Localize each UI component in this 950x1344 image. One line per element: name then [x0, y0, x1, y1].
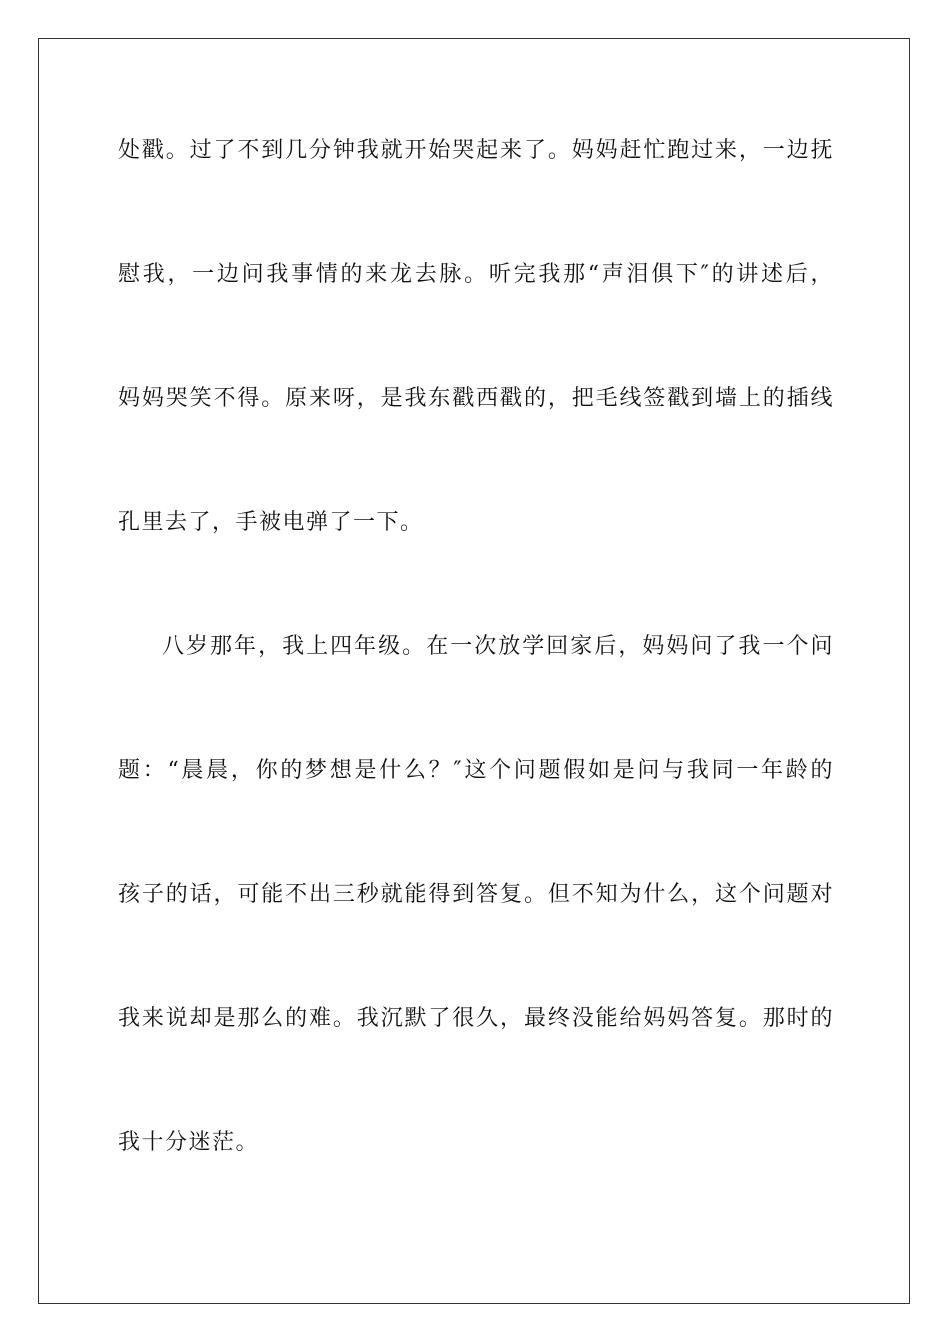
paragraph-line: 我十分迷茫。 [118, 1130, 260, 1155]
paragraph-line: 孩子的话，可能不出三秒就能得到答复。但不知为什么，这个问题对 [118, 882, 834, 907]
paragraph-first-line: 八岁那年，我上四年级。在一次放学回家后，妈妈问了我一个问 [162, 634, 834, 659]
paragraph-line: 处戳。过了不到几分钟我就开始哭起来了。妈妈赶忙跑过来，一边抚 [118, 138, 834, 163]
paragraph-line: 我来说却是那么的难。我沉默了很久，最终没能给妈妈答复。那时的 [118, 1006, 834, 1031]
paragraph-line: 妈妈哭笑不得。原来呀，是我东戳西戳的，把毛线签戳到墙上的插线 [118, 386, 834, 411]
paragraph-line: 孔里去了，手被电弹了一下。 [118, 510, 424, 535]
page-border [38, 38, 910, 1304]
paragraph-line: 题：“晨晨，你的梦想是什么？″这个问题假如是问与我同一年龄的 [118, 758, 834, 783]
paragraph-line: 慰我，一边问我事情的来龙去脉。听完我那“声泪俱下″的讲述后， [118, 262, 834, 287]
